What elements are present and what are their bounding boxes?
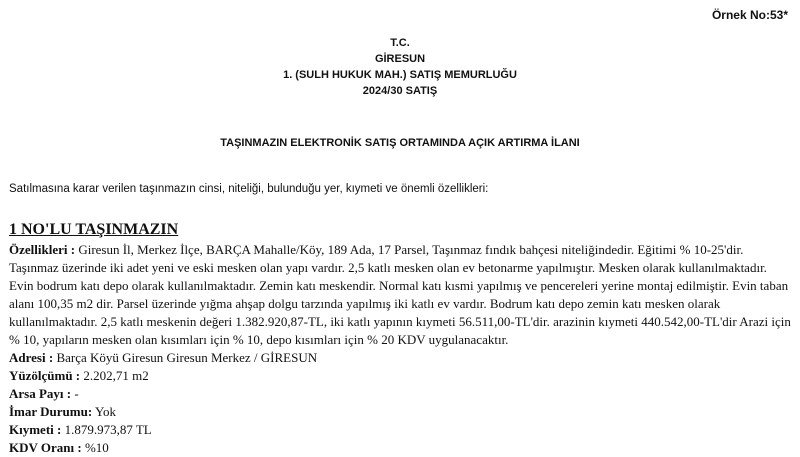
address-label: Adresi : [9, 350, 54, 365]
zoning-label: İmar Durumu: [9, 404, 93, 419]
sample-number: Örnek No:53* [711, 8, 788, 22]
value-value: 1.879.973,87 TL [64, 422, 152, 437]
features-block [9, 241, 794, 349]
features-label: Özellikleri : [9, 242, 76, 257]
share-value: - [74, 386, 79, 401]
vat-label: KDV Oranı : [9, 440, 82, 455]
share-row [9, 385, 794, 403]
announcement-title: TAŞINMAZIN ELEKTRONİK SATIŞ ORTAMINDA AÇIK ARTIRMA İLANI [220, 137, 580, 149]
vat-value: %10 [84, 440, 109, 455]
intro-text: Satılmasına karar verilen taşınmazın cinsi, niteliği, bulunduğu yer, kıymeti ve önemli özellikleri: [9, 183, 489, 195]
value-row [9, 421, 794, 439]
header-line-office: 1. (SULH HUKUK MAH.) SATIŞ MEMURLUĞU [283, 69, 517, 81]
zoning-row [9, 403, 794, 421]
zoning-value: Yok [94, 404, 117, 419]
vat-row [9, 439, 794, 457]
document-header [0, 35, 800, 99]
features-text: Giresun İl, Merkez İlçe, BARÇA Mahalle/Köy, 189 Ada, 17 Parsel, Taşınmaz fındık bahçesi niteliğindedir. Eğitimi % 10-25'dir. Taşınmaz üzerinde iki adet yeni ve eski mesken olan yapı vardır. 2,5 katlı mesken olan ev betonarme yapılmıştır. Mesken olarak kullanılmaktadır. Evin bodrum katı depo olarak kullanılmaktadır. Zemin katı meskendir. Normal katı kısmi yapılmış ve pencereleri yerine montaj edilmiştir. Evin taban alanı 100,35 m2 dir. Parsel üzerinde yığma ahşap dolgu tarzında yapılmış iki katlı ev vardır. Bodrum katı depo zemin katı mesken olarak kullanılmaktadır. 2,5 katlı meskenin değeri 1.382.920,87-TL, iki katlı yapının kıymeti 56.511,00-TL'dir. arazinin kıymeti 440.542,00-TL'dir Arazi için % 10, yapıların mesken olan kısımları için % 10, depo kısımları için % 20 KDV uygulanacaktır. [9, 242, 791, 347]
header-line-city: GİRESUN [374, 53, 426, 65]
header-line-case: 2024/30 SATIŞ [362, 85, 438, 97]
area-label: Yüzölçümü : [9, 368, 81, 383]
property-section-title: 1 NO'LU TAŞINMAZIN [9, 221, 179, 238]
value-label: Kıymeti : [9, 422, 62, 437]
address-row [9, 349, 794, 367]
area-row [9, 367, 794, 385]
address-value: Barça Köyü Giresun Giresun Merkez / GİRESUN [56, 350, 318, 365]
header-line-tc: T.C. [390, 37, 410, 49]
share-label: Arsa Payı : [9, 386, 72, 401]
area-value: 2.202,71 m2 [83, 368, 149, 383]
property-section [9, 219, 794, 457]
